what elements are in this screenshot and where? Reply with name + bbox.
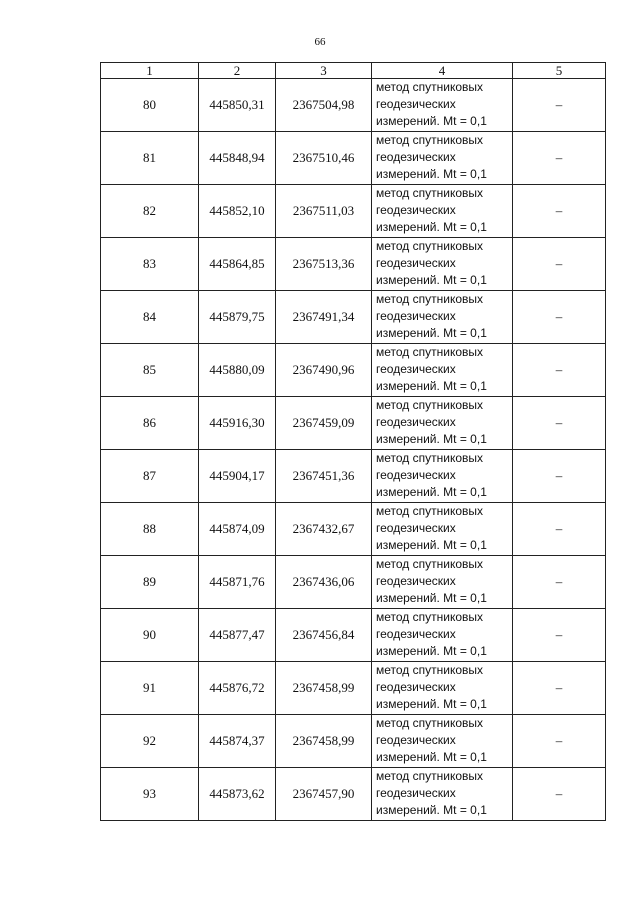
coord-x: 445874,37 [199,715,276,768]
coord-x: 445852,10 [199,185,276,238]
col5-value: – [513,238,606,291]
method-cell [372,715,513,768]
method-cell [372,79,513,132]
coord-x: 445873,62 [199,768,276,821]
point-number: 93 [101,768,199,821]
method-line-2: геодезических [376,468,456,482]
method-cell [372,556,513,609]
method-line-2: геодезических [376,97,456,111]
col5-value: – [513,556,606,609]
method-cell [372,609,513,662]
coord-y: 2367459,09 [276,397,372,450]
col5-value: – [513,450,606,503]
coord-y: 2367510,46 [276,132,372,185]
coord-x: 445916,30 [199,397,276,450]
coord-y: 2367504,98 [276,79,372,132]
header-row [101,63,606,79]
table-row [101,79,606,132]
coord-y: 2367491,34 [276,291,372,344]
table-row [101,503,606,556]
method-cell [372,132,513,185]
point-number: 88 [101,503,199,556]
point-number: 86 [101,397,199,450]
method-line-1: метод спутниковых [376,239,484,253]
method-line-2: геодезических [376,150,456,164]
table-row [101,768,606,821]
method-line-3: измерений. Mt = 0,1 [376,379,487,393]
col5-value: – [513,609,606,662]
table-row [101,715,606,768]
col-header-3: 3 [276,63,372,79]
method-line-3: измерений. Mt = 0,1 [376,167,487,181]
coord-x: 445864,85 [199,238,276,291]
coord-y: 2367432,67 [276,503,372,556]
point-number: 90 [101,609,199,662]
point-number: 89 [101,556,199,609]
coord-x: 445848,94 [199,132,276,185]
table-row [101,609,606,662]
method-cell [372,344,513,397]
method-line-2: геодезических [376,733,456,747]
coord-y: 2367457,90 [276,768,372,821]
method-line-1: метод спутниковых [376,186,484,200]
method-line-3: измерений. Mt = 0,1 [376,220,487,234]
method-line-2: геодезических [376,203,456,217]
table-row [101,132,606,185]
coord-y: 2367490,96 [276,344,372,397]
point-number: 82 [101,185,199,238]
method-cell [372,291,513,344]
method-line-3: измерений. Mt = 0,1 [376,326,487,340]
point-number: 87 [101,450,199,503]
method-line-1: метод спутниковых [376,80,484,94]
col5-value: – [513,503,606,556]
col5-value: – [513,662,606,715]
point-number: 80 [101,79,199,132]
point-number: 85 [101,344,199,397]
coord-x: 445879,75 [199,291,276,344]
method-line-1: метод спутниковых [376,610,484,624]
method-line-1: метод спутниковых [376,504,484,518]
point-number: 83 [101,238,199,291]
method-line-1: метод спутниковых [376,133,484,147]
method-line-2: геодезических [376,627,456,641]
coord-y: 2367458,99 [276,715,372,768]
table-row [101,450,606,503]
coord-x: 445850,31 [199,79,276,132]
table-row [101,344,606,397]
col-header-2: 2 [199,63,276,79]
method-line-3: измерений. Mt = 0,1 [376,538,487,552]
method-line-2: геодезических [376,521,456,535]
table-row [101,291,606,344]
coord-x: 445874,09 [199,503,276,556]
coord-x: 445876,72 [199,662,276,715]
col5-value: – [513,397,606,450]
method-cell [372,503,513,556]
method-line-1: метод спутниковых [376,292,484,306]
method-cell [372,768,513,821]
coord-y: 2367436,06 [276,556,372,609]
coordinates-table [100,62,606,821]
coord-y: 2367511,03 [276,185,372,238]
method-line-3: измерений. Mt = 0,1 [376,803,487,817]
page-number: 66 [314,36,326,48]
method-line-1: метод спутниковых [376,451,484,465]
method-line-3: измерений. Mt = 0,1 [376,644,487,658]
method-line-3: измерений. Mt = 0,1 [376,697,487,711]
method-cell [372,397,513,450]
method-line-1: метод спутниковых [376,398,484,412]
point-number: 92 [101,715,199,768]
method-line-1: метод спутниковых [376,345,484,359]
method-line-3: измерений. Mt = 0,1 [376,591,487,605]
table-row [101,662,606,715]
method-line-3: измерений. Mt = 0,1 [376,114,487,128]
method-cell [372,238,513,291]
col5-value: – [513,344,606,397]
point-number: 91 [101,662,199,715]
method-line-1: метод спутниковых [376,716,484,730]
method-line-2: геодезических [376,415,456,429]
col-header-5: 5 [513,63,606,79]
coord-y: 2367513,36 [276,238,372,291]
coord-y: 2367456,84 [276,609,372,662]
method-line-3: измерений. Mt = 0,1 [376,750,487,764]
coord-x: 445904,17 [199,450,276,503]
method-cell [372,662,513,715]
col5-value: – [513,768,606,821]
coord-y: 2367458,99 [276,662,372,715]
method-line-3: измерений. Mt = 0,1 [376,432,487,446]
col5-value: – [513,185,606,238]
method-line-1: метод спутниковых [376,769,484,783]
method-cell [372,185,513,238]
point-number: 84 [101,291,199,344]
coord-x: 445880,09 [199,344,276,397]
method-line-1: метод спутниковых [376,557,484,571]
coord-x: 445871,76 [199,556,276,609]
col-header-1: 1 [101,63,199,79]
col5-value: – [513,132,606,185]
col5-value: – [513,79,606,132]
method-line-3: измерений. Mt = 0,1 [376,273,487,287]
col-header-4: 4 [372,63,513,79]
table-row [101,556,606,609]
method-line-2: геодезических [376,256,456,270]
coord-x: 445877,47 [199,609,276,662]
method-line-2: геодезических [376,362,456,376]
col5-value: – [513,291,606,344]
coord-y: 2367451,36 [276,450,372,503]
col5-value: – [513,715,606,768]
method-line-2: геодезических [376,680,456,694]
method-line-2: геодезических [376,786,456,800]
table-row [101,185,606,238]
table-row [101,397,606,450]
table-row [101,238,606,291]
method-line-2: геодезических [376,574,456,588]
method-line-1: метод спутниковых [376,663,484,677]
method-line-2: геодезических [376,309,456,323]
method-line-3: измерений. Mt = 0,1 [376,485,487,499]
method-cell [372,450,513,503]
point-number: 81 [101,132,199,185]
